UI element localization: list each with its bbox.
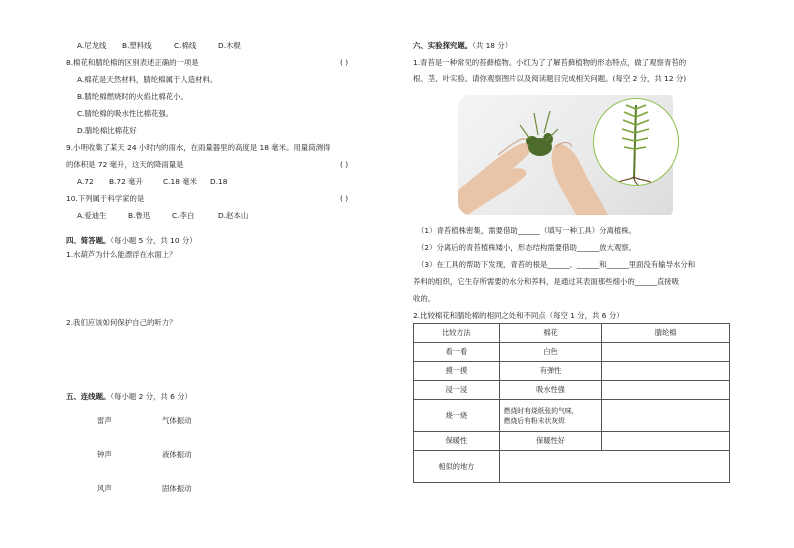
q10-option-b: B.鲁迅 [128, 211, 151, 220]
blank-question-3-line2[interactable]: 养料的组织，它生存所需要的水分和养料，是通过其表面那些细小的______直接吸 [413, 277, 680, 286]
q7-option-c: C.棉线 [174, 41, 197, 50]
blank-question-3-line3: 收的。 [413, 294, 436, 303]
table-row [414, 432, 730, 451]
section6-heading [413, 41, 512, 50]
table-cell: 保暖性 [414, 432, 500, 451]
match-right-item[interactable]: 气体振动 [162, 416, 192, 425]
q9-option-c: C.18 毫米 [163, 177, 198, 186]
table-row [414, 400, 730, 432]
table-row [414, 381, 730, 400]
section6-note: （共 18 分） [472, 41, 513, 50]
q7-option-b: B.塑料线 [122, 41, 152, 50]
blank-question-1[interactable]: （1）青苔植株密集，需要借助______（填写一种工具）分离植株。 [417, 226, 637, 235]
q8-option-a: A.棉花是天然材料，腈纶棉属于人造材料。 [77, 75, 218, 84]
match-right-item[interactable]: 液体振动 [162, 450, 192, 459]
table-cell: 有弹性 [499, 362, 602, 381]
table-row [414, 451, 730, 483]
section4-question-1: 1.水葫芦为什么能漂浮在水面上？ [66, 250, 177, 259]
table-cell: 看一看 [414, 343, 500, 362]
section6-q2: 2.比较棉花和腈纶棉的相同之处和不同点（每空 1 分，共 6 分） [413, 311, 624, 320]
section6-q1-line2: 根、茎、叶实验。请你观察图片以及阅读题目完成相关问题。(每空 2 分，共 12 分) [413, 74, 687, 83]
q10-option-d: D.赵本山 [218, 211, 249, 220]
section5-note: （每小题 2 分，共 6 分） [110, 392, 192, 401]
table-header: 比较方法 [414, 324, 500, 343]
section6-q1-line1: 1.青苔是一种常见的苔藓植物。小红为了了解苔藓植物的形态特点，做了观察青苔的 [413, 58, 687, 67]
moss-stem-closeup-illustration [594, 99, 678, 185]
q10-option-a: A.爱迪生 [77, 211, 107, 220]
answer-cell-similarities[interactable] [499, 451, 729, 483]
q8-option-c: C.腈纶棉的吸水性比棉花强。 [77, 109, 174, 118]
burn-line-2: 燃烧后有粉末状灰烬 [503, 416, 565, 425]
match-left-item[interactable]: 钟声 [97, 450, 112, 459]
table-cell-burn [499, 400, 602, 432]
q9-option-a: A.72 [77, 177, 94, 186]
section4-heading [66, 236, 197, 245]
answer-cell[interactable] [602, 400, 730, 432]
table-cell: 烧一烧 [414, 400, 500, 432]
q8-stem: 8.棉花和腈纶棉的区别表述正确的一项是 [66, 58, 199, 67]
q10-answer-paren[interactable]: ( ) [340, 194, 349, 203]
q7-option-a: A.尼龙线 [77, 41, 107, 50]
section6-title: 六、实验探究题。 [413, 41, 473, 50]
q10-stem: 10.下列属于科学家的是 [66, 194, 145, 203]
q8-option-b: B.腈纶棉燃烧时的火焰比棉花小。 [77, 92, 188, 101]
q9-option-d: D.18 [210, 177, 228, 186]
q7-option-d: D.木棍 [218, 41, 241, 50]
table-cell: 摸一摸 [414, 362, 500, 381]
table-row [414, 362, 730, 381]
table-header-row [414, 324, 730, 343]
answer-cell[interactable] [602, 432, 730, 451]
section4-question-2: 2.我们应该如何保护自己的听力？ [66, 318, 177, 327]
q9-line1: 9.小明收集了某天 24 小时内的雨水，在雨量器里的高度是 18 毫米。用量筒测得 [66, 143, 331, 152]
table-cell: 吸水性强 [499, 381, 602, 400]
q9-option-b: B.72 毫升 [109, 177, 143, 186]
q8-option-d: D.腈纶棉比棉花好 [77, 126, 137, 135]
answer-cell[interactable] [602, 343, 730, 362]
table-row [414, 343, 730, 362]
q8-answer-paren[interactable]: ( ) [340, 58, 349, 67]
table-cell: 相似的地方 [414, 451, 500, 483]
section5-title: 五、连线题。 [66, 392, 111, 401]
section4-title: 四、简答题。 [66, 236, 111, 245]
blank-question-2[interactable]: （2）分离后的青苔植株矮小，形态结构需要借助______放大观察。 [417, 243, 637, 252]
section5-heading [66, 392, 192, 401]
q9-line2: 的体积是 72 毫升，这天的降雨量是 [66, 160, 184, 169]
comparison-table [413, 323, 730, 483]
table-header: 腈纶棉 [602, 324, 730, 343]
table-cell: 浸一浸 [414, 381, 500, 400]
table-cell: 保暖性好 [499, 432, 602, 451]
burn-line-1: 燃烧时有烧纸张的气味， [503, 406, 579, 415]
answer-cell[interactable] [602, 362, 730, 381]
answer-cell[interactable] [602, 381, 730, 400]
q10-option-c: C.李白 [172, 211, 195, 220]
moss-closeup-circle [593, 98, 679, 186]
section4-note: （每小题 5 分，共 10 分） [110, 236, 197, 245]
match-right-item[interactable]: 固体振动 [162, 484, 192, 493]
table-header: 棉花 [499, 324, 602, 343]
blank-question-3-line1[interactable]: （3）在工具的帮助下发现，青苔的根是______、______和______里面没有输导水分和 [417, 260, 696, 269]
q9-answer-paren[interactable]: ( ) [340, 160, 349, 169]
match-left-item[interactable]: 雷声 [97, 416, 112, 425]
match-left-item[interactable]: 风声 [97, 484, 112, 493]
table-cell: 白色 [499, 343, 602, 362]
